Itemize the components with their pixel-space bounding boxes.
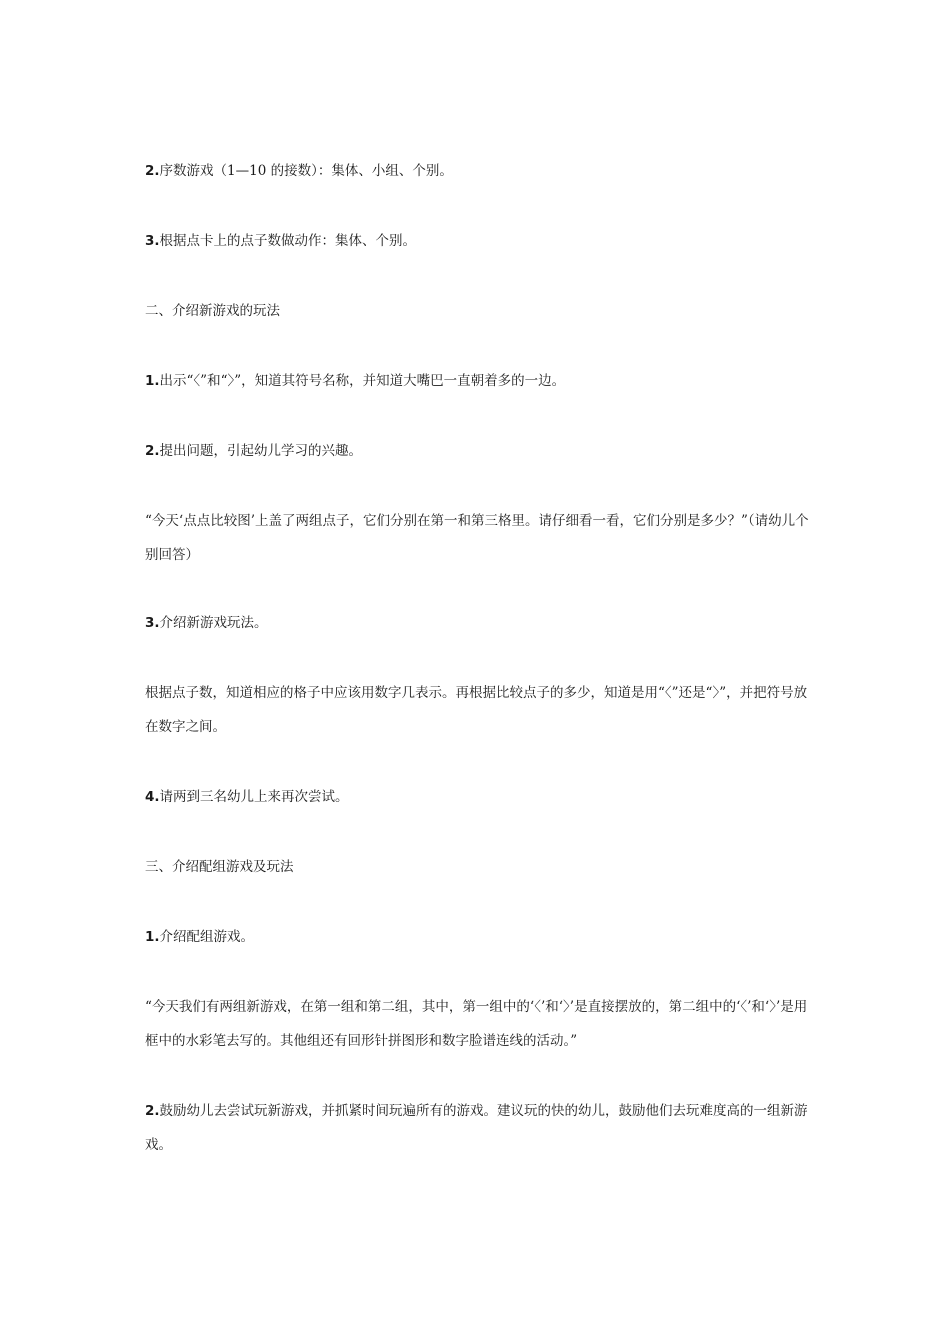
- section-heading-new-game: [145, 294, 815, 328]
- paragraph-text: 序数游戏（1—10 的接数）：集体、小组、个别。: [159, 163, 453, 179]
- paragraph-dot-card-action: [145, 224, 815, 258]
- paragraph-text: 根据点子数，知道相应的格子中应该用数字几表示。再根据比较点子的多少，知道是用“〈”还是“〉”，并把符号放在数字之间。: [145, 685, 808, 735]
- item-number: 2.: [145, 163, 160, 179]
- paragraph-text: 提出问题，引起幼儿学习的兴趣。: [159, 443, 363, 459]
- item-number: 3.: [145, 233, 160, 249]
- paragraph-text: “今天我们有两组新游戏，在第一组和第二组，其中，第一组中的‘〈’和‘〉’是直接摆放的，第二组中的‘〈’和‘〉’是用框中的水彩笔去写的。其他组还有回形针拼图形和数字脸谱连线的活动。”: [145, 999, 808, 1049]
- paragraph-introduce-play: [145, 606, 815, 640]
- paragraph-ordinal-game: [145, 154, 815, 188]
- item-number: 2.: [145, 443, 160, 459]
- section-heading-text: 二、介绍新游戏的玩法: [145, 303, 280, 319]
- paragraph-text: 介绍配组游戏。: [159, 929, 255, 945]
- paragraph-children-try: [145, 780, 815, 814]
- paragraph-text: 请两到三名幼儿上来再次尝试。: [159, 789, 349, 805]
- paragraph-text: 根据点卡上的点子数做动作：集体、个别。: [159, 233, 417, 249]
- paragraph-quote-dot-chart: [145, 504, 815, 572]
- paragraph-quote-two-groups: [145, 990, 815, 1058]
- section-heading-group-game: [145, 850, 815, 884]
- paragraph-text: 出示“〈”和“〉”，知道其符号名称，并知道大嘴巴一直朝着多的一边。: [159, 373, 566, 389]
- section-heading-text: 三、介绍配组游戏及玩法: [145, 859, 294, 875]
- paragraph-introduce-group-game: [145, 920, 815, 954]
- item-number: 1.: [145, 929, 160, 945]
- paragraph-text: 鼓励幼儿去尝试玩新游戏，并抓紧时间玩遍所有的游戏。建议玩的快的幼儿，鼓励他们去玩难度高的一组新游戏。: [145, 1103, 808, 1153]
- paragraph-encourage-children: [145, 1094, 815, 1162]
- paragraph-show-symbols: [145, 364, 815, 398]
- paragraph-text: 介绍新游戏玩法。: [159, 615, 268, 631]
- item-number: 4.: [145, 789, 160, 805]
- item-number: 1.: [145, 373, 160, 389]
- item-number: 2.: [145, 1103, 160, 1119]
- paragraph-text: “今天‘点点比较图’上盖了两组点子，它们分别在第一和第三格里。请仔细看一看，它们分别是多少？”（请幼儿个别回答）: [145, 513, 809, 563]
- item-number: 3.: [145, 615, 160, 631]
- paragraph-play-rules: [145, 676, 815, 744]
- paragraph-ask-question: [145, 434, 815, 468]
